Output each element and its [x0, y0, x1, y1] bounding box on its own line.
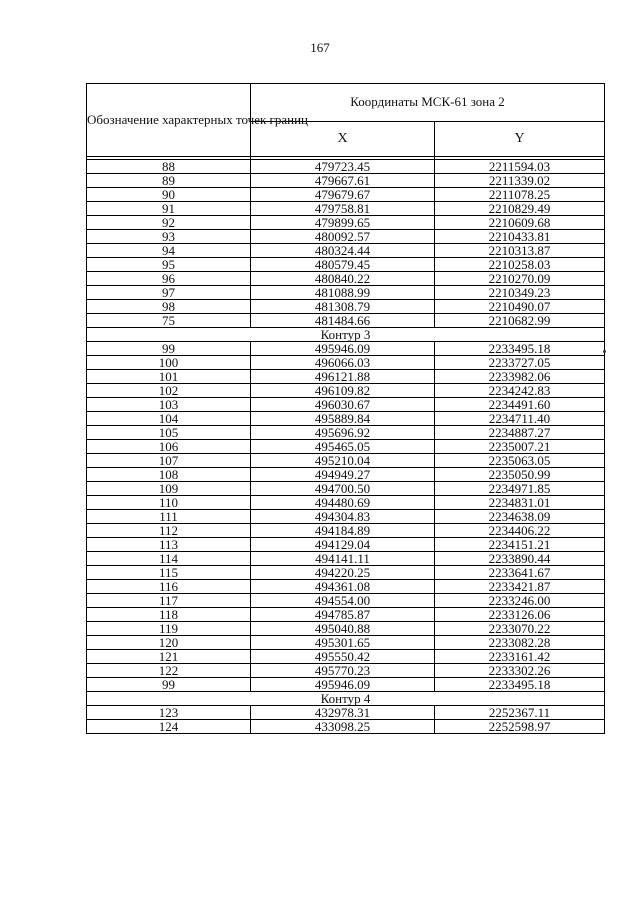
y-coordinate-cell: 2235007.21: [435, 440, 605, 454]
table-row: [87, 524, 605, 538]
point-number-cell: 116: [87, 580, 251, 594]
x-coordinate-cell: 496066.03: [251, 356, 435, 370]
table-row: [87, 216, 605, 230]
table-row: [87, 314, 605, 328]
x-coordinate-cell: 495696.92: [251, 426, 435, 440]
y-coordinate-cell: 2234242.83: [435, 384, 605, 398]
y-coordinate-cell: 2210349.23: [435, 286, 605, 300]
page-number: 167: [310, 40, 330, 55]
point-number-cell: 107: [87, 454, 251, 468]
x-coordinate-cell: 433098.25: [251, 720, 435, 734]
table-row: [87, 496, 605, 510]
x-coordinate-cell: 494304.83: [251, 510, 435, 524]
x-coordinate-cell: 479899.65: [251, 216, 435, 230]
x-coordinate-cell: 495465.05: [251, 440, 435, 454]
table-row: [87, 300, 605, 314]
y-coordinate-cell: 2210682.99: [435, 314, 605, 328]
table-row: [87, 678, 605, 692]
y-coordinate-cell: 2210313.87: [435, 244, 605, 258]
table-body: [87, 160, 605, 734]
table-row: [87, 398, 605, 412]
table-row: [87, 174, 605, 188]
x-coordinate-cell: 494785.87: [251, 608, 435, 622]
point-number-cell: 109: [87, 482, 251, 496]
point-number-cell: 120: [87, 636, 251, 650]
x-coordinate-cell: 480324.44: [251, 244, 435, 258]
point-number-cell: 103: [87, 398, 251, 412]
y-coordinate-cell: 2233421.87: [435, 580, 605, 594]
point-number-cell: 104: [87, 412, 251, 426]
y-coordinate-cell: 2210270.09: [435, 272, 605, 286]
point-number-cell: 99: [87, 678, 251, 692]
x-coordinate-cell: 496030.67: [251, 398, 435, 412]
table-row: [87, 706, 605, 720]
y-coordinate-cell: 2234971.85: [435, 482, 605, 496]
point-number-cell: 89: [87, 174, 251, 188]
y-coordinate-cell: 2233082.28: [435, 636, 605, 650]
y-coordinate-cell: 2234638.09: [435, 510, 605, 524]
x-coordinate-cell: 494700.50: [251, 482, 435, 496]
y-coordinate-cell: 2211594.03: [435, 160, 605, 174]
point-number-cell: 118: [87, 608, 251, 622]
x-coordinate-cell: 480840.22: [251, 272, 435, 286]
point-number-cell: 88: [87, 160, 251, 174]
table-row: [87, 370, 605, 384]
x-coordinate-cell: 494949.27: [251, 468, 435, 482]
y-coordinate-cell: 2234887.27: [435, 426, 605, 440]
table-row: [87, 608, 605, 622]
table-row: [87, 202, 605, 216]
y-coordinate-cell: 2252367.11: [435, 706, 605, 720]
table-row: [87, 636, 605, 650]
y-coordinate-cell: 2211078.25: [435, 188, 605, 202]
point-number-cell: 124: [87, 720, 251, 734]
x-coordinate-cell: 494129.04: [251, 538, 435, 552]
point-number-cell: 114: [87, 552, 251, 566]
point-number-cell: 112: [87, 524, 251, 538]
table-row: [87, 230, 605, 244]
table-row: [87, 538, 605, 552]
y-coordinate-cell: 2233246.00: [435, 594, 605, 608]
y-coordinate-cell: 2233070.22: [435, 622, 605, 636]
y-coordinate-cell: 2210829.49: [435, 202, 605, 216]
point-number-cell: 106: [87, 440, 251, 454]
table-row: [87, 272, 605, 286]
y-coordinate-cell: 2233161.42: [435, 650, 605, 664]
x-coordinate-cell: 480579.45: [251, 258, 435, 272]
point-number-cell: 100: [87, 356, 251, 370]
x-coordinate-cell: 479723.45: [251, 160, 435, 174]
x-coordinate-cell: 495301.65: [251, 636, 435, 650]
table-row: [87, 468, 605, 482]
x-coordinate-cell: 495770.23: [251, 664, 435, 678]
x-coordinate-cell: 495550.42: [251, 650, 435, 664]
table-row: [87, 482, 605, 496]
table-row: [87, 188, 605, 202]
contour-header-row: [87, 328, 605, 342]
point-number-cell: 93: [87, 230, 251, 244]
point-number-cell: 111: [87, 510, 251, 524]
contour-header-row: [87, 692, 605, 706]
point-number-cell: 121: [87, 650, 251, 664]
table-row: [87, 510, 605, 524]
point-number-cell: 105: [87, 426, 251, 440]
table-row: [87, 454, 605, 468]
table-row: [87, 286, 605, 300]
point-number-cell: 97: [87, 286, 251, 300]
x-coordinate-cell: 495946.09: [251, 678, 435, 692]
x-coordinate-cell: 494361.08: [251, 580, 435, 594]
header-x: X: [251, 121, 435, 157]
x-coordinate-cell: 494480.69: [251, 496, 435, 510]
y-coordinate-cell: 2233126.06: [435, 608, 605, 622]
point-number-cell: 96: [87, 272, 251, 286]
y-coordinate-cell: 2234831.01: [435, 496, 605, 510]
y-coordinate-cell: 2210609.68: [435, 216, 605, 230]
point-number-cell: 122: [87, 664, 251, 678]
table-row: [87, 552, 605, 566]
x-coordinate-cell: 495210.04: [251, 454, 435, 468]
x-coordinate-cell: 479679.67: [251, 188, 435, 202]
table-row: [87, 258, 605, 272]
point-number-cell: 102: [87, 384, 251, 398]
table-row: [87, 580, 605, 594]
y-coordinate-cell: 2234151.21: [435, 538, 605, 552]
table-row: [87, 566, 605, 580]
x-coordinate-cell: 494554.00: [251, 594, 435, 608]
x-coordinate-cell: 479667.61: [251, 174, 435, 188]
y-coordinate-cell: 2235050.99: [435, 468, 605, 482]
y-coordinate-cell: 2210433.81: [435, 230, 605, 244]
point-number-cell: 110: [87, 496, 251, 510]
table-row: [87, 720, 605, 734]
y-coordinate-cell: 2233495.18: [435, 342, 605, 356]
table-row: [87, 594, 605, 608]
point-number-cell: 123: [87, 706, 251, 720]
x-coordinate-cell: 481484.66: [251, 314, 435, 328]
point-number-cell: 92: [87, 216, 251, 230]
y-coordinate-cell: 2210490.07: [435, 300, 605, 314]
point-number-cell: 98: [87, 300, 251, 314]
table-row: [87, 160, 605, 174]
table-row: [87, 440, 605, 454]
header-coordinates-system: Координаты МСК-61 зона 2: [251, 84, 605, 122]
point-number-cell: 115: [87, 566, 251, 580]
y-coordinate-cell: 2234711.40: [435, 412, 605, 426]
x-coordinate-cell: 432978.31: [251, 706, 435, 720]
point-number-cell: 95: [87, 258, 251, 272]
y-coordinate-cell: 2233302.26: [435, 664, 605, 678]
point-number-cell: 94: [87, 244, 251, 258]
table-row: [87, 622, 605, 636]
point-number-cell: 119: [87, 622, 251, 636]
y-coordinate-cell: 2233982.06: [435, 370, 605, 384]
y-coordinate-cell: 2234406.22: [435, 524, 605, 538]
x-coordinate-cell: 495040.88: [251, 622, 435, 636]
x-coordinate-cell: 494141.11: [251, 552, 435, 566]
x-coordinate-cell: 494220.25: [251, 566, 435, 580]
point-number-cell: 113: [87, 538, 251, 552]
point-number-cell: 101: [87, 370, 251, 384]
table-row: [87, 412, 605, 426]
header-point-designation: Обозначение характерных точек границ: [87, 84, 251, 157]
x-coordinate-cell: 480092.57: [251, 230, 435, 244]
table-row: [87, 650, 605, 664]
table-row: [87, 384, 605, 398]
x-coordinate-cell: 496109.82: [251, 384, 435, 398]
contour-label: Контур 3: [87, 328, 605, 342]
x-coordinate-cell: 479758.81: [251, 202, 435, 216]
point-number-cell: 90: [87, 188, 251, 202]
point-number-cell: 108: [87, 468, 251, 482]
point-number-cell: 91: [87, 202, 251, 216]
y-coordinate-cell: 2233495.18: [435, 678, 605, 692]
table-row: [87, 342, 605, 356]
y-coordinate-cell: 2233727.05: [435, 356, 605, 370]
x-coordinate-cell: 481088.99: [251, 286, 435, 300]
table-row: [87, 664, 605, 678]
table-row: [87, 244, 605, 258]
table-row: [87, 426, 605, 440]
contour-label: Контур 4: [87, 692, 605, 706]
y-coordinate-cell: 2233641.67: [435, 566, 605, 580]
x-coordinate-cell: 496121.88: [251, 370, 435, 384]
scan-speck: [603, 350, 606, 353]
x-coordinate-cell: 481308.79: [251, 300, 435, 314]
point-number-cell: 117: [87, 594, 251, 608]
point-number-cell: 99: [87, 342, 251, 356]
y-coordinate-cell: 2252598.97: [435, 720, 605, 734]
table-row: [87, 356, 605, 370]
header-y: Y: [435, 121, 605, 157]
y-coordinate-cell: 2235063.05: [435, 454, 605, 468]
y-coordinate-cell: 2233890.44: [435, 552, 605, 566]
x-coordinate-cell: 495889.84: [251, 412, 435, 426]
point-number-cell: 75: [87, 314, 251, 328]
y-coordinate-cell: 2234491.60: [435, 398, 605, 412]
x-coordinate-cell: 495946.09: [251, 342, 435, 356]
y-coordinate-cell: 2211339.02: [435, 174, 605, 188]
coordinates-table: [86, 83, 605, 734]
x-coordinate-cell: 494184.89: [251, 524, 435, 538]
y-coordinate-cell: 2210258.03: [435, 258, 605, 272]
